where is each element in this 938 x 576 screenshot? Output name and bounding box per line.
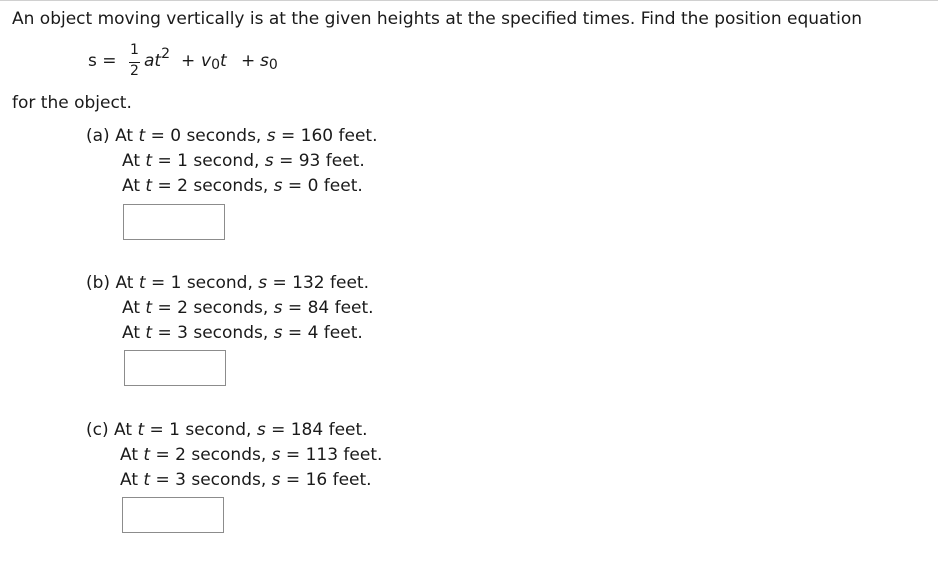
part-line: At t = 3 seconds, s = 16 feet.	[120, 470, 372, 490]
equation-initial-position-term: s0	[260, 51, 278, 73]
equation-acceleration-term: $at^2$	[144, 46, 171, 71]
problem-intro: An object moving vertically is at the given heights at the specified times. Find the position equation	[12, 9, 862, 29]
fraction-denominator: 2	[130, 63, 139, 79]
equation-plus-2: +	[241, 51, 256, 71]
part-label: (a)	[86, 126, 110, 146]
part-line: At t = 2 seconds, s = 113 feet.	[120, 445, 383, 465]
equation-plus-1: +	[181, 51, 196, 71]
part-line: At t = 2 seconds, s = 84 feet.	[122, 298, 374, 318]
part-line: At t = 1 second, s = 93 feet.	[122, 151, 365, 171]
equation-lhs: s =	[88, 51, 117, 71]
part-line: At t = 2 seconds, s = 0 feet.	[122, 176, 363, 196]
part-label: (b)	[86, 273, 111, 293]
part-line: At t = 3 seconds, s = 4 feet.	[122, 323, 363, 343]
answer-input-c[interactable]	[122, 497, 224, 533]
equation-velocity-term: v0t	[201, 51, 227, 73]
part-a: (a) At t = 0 seconds, s = 160 feet. At t = 1 second, s = 93 feet. At t = 2 seconds, s = 0 feet.	[86, 126, 446, 206]
answer-input-a[interactable]	[123, 204, 225, 240]
top-divider	[0, 0, 938, 1]
part-label: (c)	[86, 420, 109, 440]
for-the-object-text: for the object.	[12, 93, 132, 113]
fraction-numerator: 1	[130, 42, 139, 58]
part-c: (c) At t = 1 second, s = 184 feet. At t = 2 seconds, s = 113 feet. At t = 3 seconds, s = 16 feet.	[86, 420, 446, 500]
part-b: (b) At t = 1 second, s = 132 feet. At t = 2 seconds, s = 84 feet. At t = 3 seconds, s = 4 feet.	[86, 273, 446, 353]
answer-input-b[interactable]	[124, 350, 226, 386]
